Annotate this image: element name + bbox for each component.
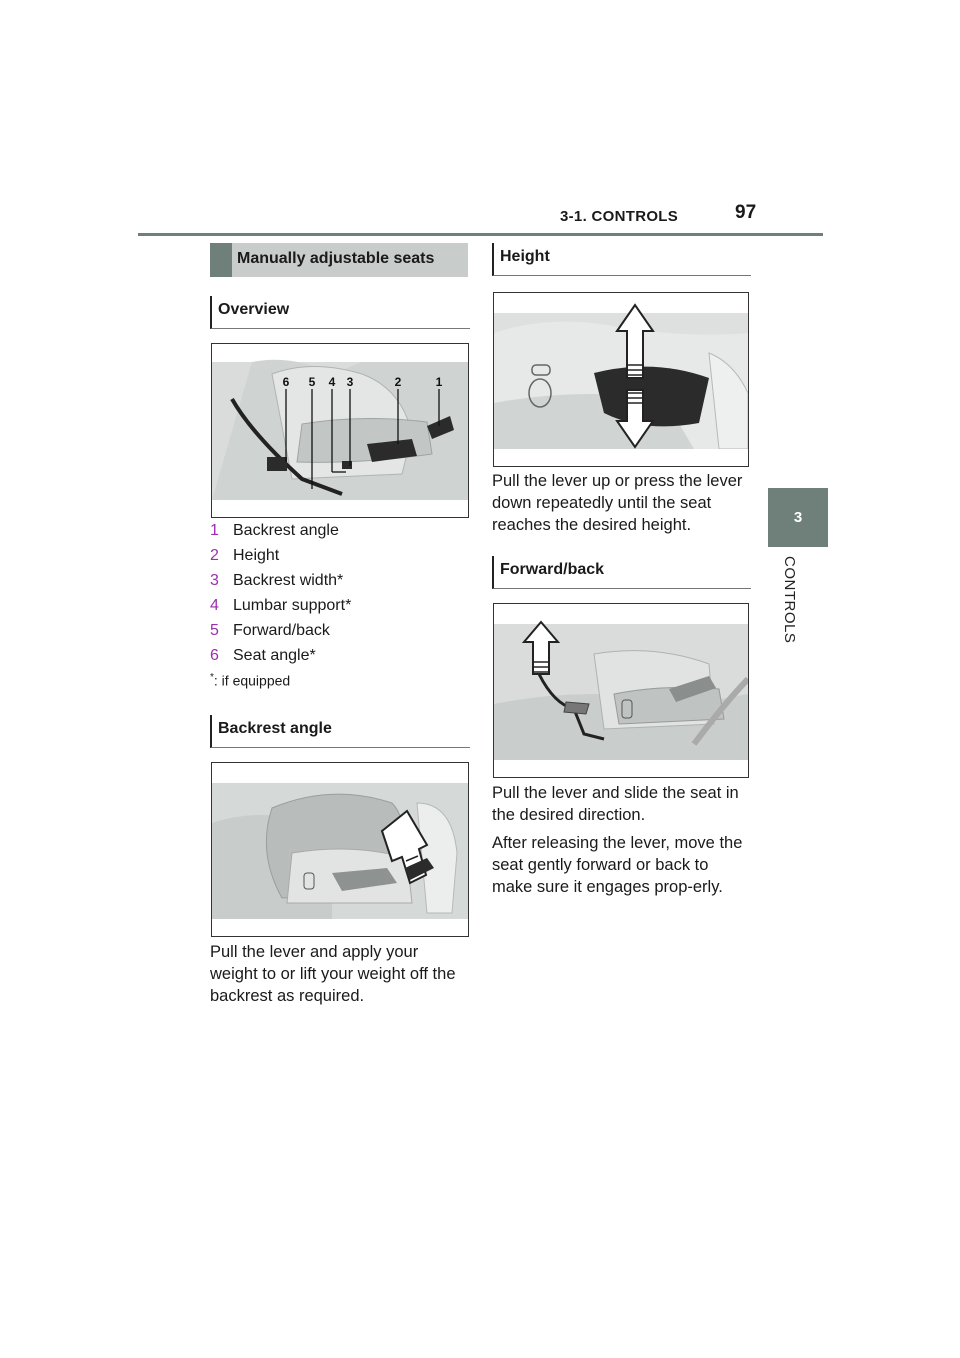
overview-figure [211, 343, 469, 518]
item-number: 4 [210, 597, 219, 614]
item-label: Seat angle* [233, 647, 316, 664]
section-label: 3-1. CONTROLS [560, 208, 679, 225]
item-number: 6 [210, 647, 219, 664]
backrest-heading [210, 715, 470, 748]
forward-text-1: Pull the lever and slide the seat in the desired direction. [492, 784, 739, 824]
footnote [210, 672, 290, 689]
item-label: Backrest width* [233, 572, 344, 589]
height-text: Pull the lever up or press the lever down repeatedly until the seat reaches the desired height. [492, 472, 743, 534]
header-divider [138, 233, 823, 236]
callout-3: 3 [346, 375, 354, 389]
callout-4: 4 [328, 375, 336, 389]
page-number: 97 [735, 202, 757, 223]
backrest-figure [211, 762, 469, 937]
callout-5: 5 [308, 375, 316, 389]
footnote-text: : if equipped [213, 672, 291, 689]
list-item [210, 597, 351, 615]
callout-1: 1 [435, 375, 443, 389]
list-item [210, 647, 316, 665]
item-number: 3 [210, 572, 219, 589]
item-number: 5 [210, 622, 219, 639]
forward-text-2: After releasing the lever, move the seat gently forward or back to make sure it engages prop-erly. [492, 834, 743, 896]
list-item [210, 622, 330, 640]
forward-heading [492, 556, 751, 589]
item-label: Forward/back [233, 622, 330, 639]
overview-heading-text: Overview [218, 301, 290, 318]
item-label: Height [233, 547, 280, 564]
height-figure [493, 292, 749, 467]
item-label: Backrest angle [233, 522, 339, 539]
item-number: 1 [210, 522, 219, 539]
overview-heading [210, 296, 470, 329]
height-heading [492, 243, 751, 276]
height-heading-text: Height [500, 248, 550, 265]
main-heading-text: Manually adjustable seats [237, 250, 435, 267]
list-item [210, 522, 339, 540]
list-item [210, 572, 343, 590]
main-heading [210, 243, 468, 277]
forward-heading-text: Forward/back [500, 561, 605, 578]
callout-6: 6 [282, 375, 290, 389]
chapter-tab[interactable]: 3 [768, 488, 828, 547]
item-number: 2 [210, 547, 219, 564]
callout-2: 2 [394, 375, 402, 389]
list-item [210, 547, 279, 565]
chapter-label: CONTROLS [781, 556, 798, 644]
backrest-text: Pull the lever and apply your weight to or lift your weight off the backrest as required. [210, 943, 456, 1005]
forward-figure [493, 603, 749, 778]
footnote-mark: * [210, 672, 214, 683]
item-label: Lumbar support* [233, 597, 352, 614]
backrest-heading-text: Backrest angle [218, 720, 332, 737]
